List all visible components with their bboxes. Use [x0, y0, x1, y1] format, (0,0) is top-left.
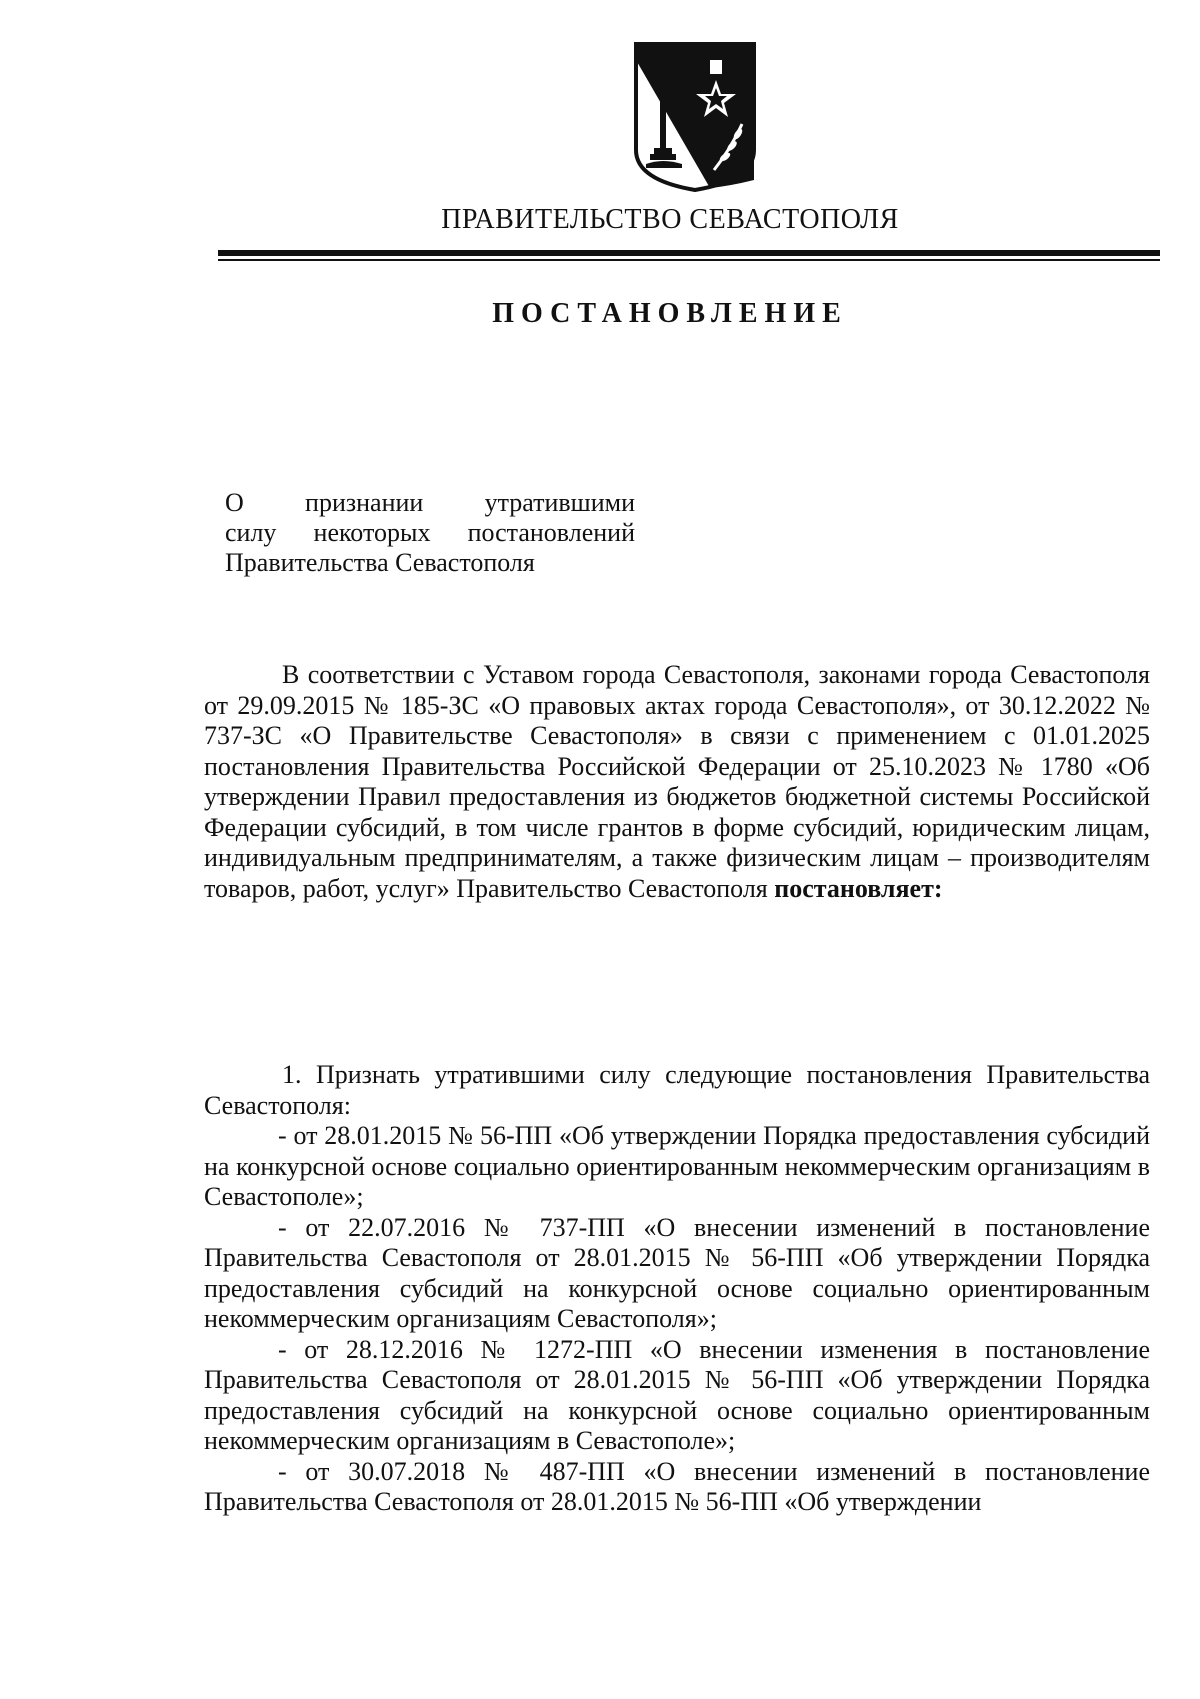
header-rule-thick: [218, 250, 1160, 256]
subject-line-3: Правительства Севастополя: [225, 548, 535, 577]
preamble-text: В соответствии с Уставом города Севастополя, законами города Севастополя от 29.09.2015 № 185-ЗС «О правовых актах города Севастополя», от 30.12.2022 № 737-ЗС «О Правительстве Севастополя» в связи с применением с 01.01.2025 постановления Правительства Российской Федерации от 25.10.2023 № 1780 «Об утверждении Правил предоставления из бюджетов бюджетной системы Российской Федерации субсидий, в том числе грантов в форме субсидий, юридическим лицам, индивидуальным предпринимателям, а также физическим лицам – производителям товаров, работ, услуг» Правительство Севастополя: [204, 660, 1150, 903]
list-item: - от 28.12.2016 № 1272-ПП «О внесении изменения в постановление Правительства Севастополя от 28.01.2015 № 56-ПП «Об утверждении Порядка предоставления субсидий на конкурсной основе социально ориентированным некоммерческим организациям в Севастополе»;: [204, 1334, 1150, 1455]
preamble: [204, 660, 1150, 904]
decree-items: [204, 1060, 1150, 1518]
list-item: - от 28.01.2015 № 56-ПП «Об утверждении Порядка предоставления субсидий на конкурсной основе социально ориентированным некоммерческим организациям в Севастополе»;: [204, 1121, 1150, 1211]
document-type-heading: ПОСТАНОВЛЕНИЕ: [492, 298, 848, 329]
header-rule-thin: [218, 259, 1160, 261]
list-item: - от 30.07.2018 № 487-ПП «О внесении изменений в постановление Правительства Севастополя от 28.01.2015 № 56-ПП «Об утверждении: [204, 1456, 1150, 1516]
sevastopol-coat-of-arms-icon: [630, 40, 760, 192]
decree-word: постановляет:: [774, 873, 943, 903]
government-title: ПРАВИТЕЛЬСТВО СЕВАСТОПОЛЯ: [441, 204, 899, 235]
item-1-intro: 1. Признать утратившими силу следующие постановления Правительства Севастополя:: [204, 1060, 1150, 1120]
subject-line-2: силу некоторых постановлений: [225, 518, 635, 547]
list-item: - от 22.07.2016 № 737-ПП «О внесении изменений в постановление Правительства Севастополя от 28.01.2015 № 56-ПП «Об утверждении Порядка предоставления субсидий на конкурсной основе социально ориентированным некоммерческим организациям Севастополя»;: [204, 1212, 1150, 1333]
document-subject: [225, 488, 635, 578]
subject-line-1: О признании утратившими: [225, 488, 635, 517]
preamble-paragraph: [204, 660, 1150, 904]
